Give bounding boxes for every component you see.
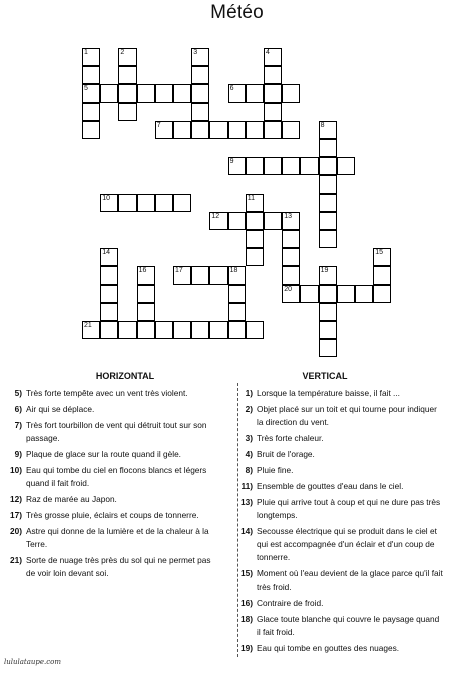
- clue-item: [233, 432, 453, 445]
- grid-cell[interactable]: [319, 121, 337, 139]
- grid-cell[interactable]: [264, 84, 282, 102]
- grid-cell[interactable]: [82, 321, 100, 339]
- grid-cell[interactable]: [137, 285, 155, 303]
- grid-cell[interactable]: [173, 321, 191, 339]
- grid-cell[interactable]: [137, 303, 155, 321]
- clue-number-label: 9: [229, 158, 234, 166]
- grid-cell[interactable]: [337, 285, 355, 303]
- grid-cell[interactable]: [246, 212, 264, 230]
- clue-item: [233, 525, 453, 565]
- clue-number-label: 10: [102, 194, 110, 202]
- clue-number-label: 20: [284, 285, 292, 293]
- grid-cell[interactable]: [155, 84, 173, 102]
- clue-item: [2, 387, 222, 400]
- clue-item: [2, 525, 222, 552]
- clue-text: Pluie fine.: [257, 464, 294, 475]
- clue-number: 3): [245, 433, 253, 444]
- grid-cell[interactable]: [300, 285, 318, 303]
- grid-cell[interactable]: [319, 285, 337, 303]
- clue-number-label: 21: [84, 322, 92, 329]
- grid-cell[interactable]: [137, 266, 155, 284]
- clue-number: 7): [14, 419, 22, 430]
- grid-cell[interactable]: [373, 285, 391, 303]
- clue-text: Air qui se déplace.: [26, 403, 95, 414]
- clue-text: la direction du vent.: [257, 417, 329, 428]
- clue-number-label: 17: [175, 267, 183, 275]
- clue-text: Lorsque la température baisse, il fait ...: [257, 388, 400, 398]
- clue-text: Très fort tourbillon de vent qui détruit tout sur son: [26, 419, 207, 430]
- grid-cell[interactable]: [264, 212, 282, 230]
- clue-number-label: 19: [320, 267, 329, 275]
- grid-cell[interactable]: [100, 84, 118, 102]
- footer-credit: lululataupe.com: [4, 658, 62, 666]
- grid-cell[interactable]: [209, 212, 227, 230]
- grid-cell[interactable]: [118, 66, 136, 84]
- grid-cell[interactable]: [173, 194, 191, 212]
- clue-text: Plaque de glace sur la route quand il gèle.: [26, 449, 181, 459]
- clue-number: 9): [14, 449, 22, 459]
- clue-text: Objet placé sur un toit et qui tourne pour indiquer: [257, 403, 437, 414]
- grid-cell[interactable]: [264, 103, 282, 121]
- horizontal-heading: HORIZONTAL: [95, 371, 155, 381]
- grid-cell[interactable]: [173, 266, 191, 284]
- clue-number: 4): [245, 449, 253, 459]
- clue-number-label: 18: [229, 267, 238, 275]
- clue-text: Ensemble de gouttes d'eau dans le ciel.: [257, 480, 404, 491]
- grid-cell[interactable]: [228, 285, 246, 303]
- grid-cell[interactable]: [246, 248, 264, 266]
- clue-number: 10): [10, 464, 22, 475]
- grid-cell[interactable]: [191, 121, 209, 139]
- clue-text: qui est accompagnée d'un éclair et d'un coup de: [257, 539, 435, 550]
- grid-cell[interactable]: [264, 48, 282, 66]
- grid-cell[interactable]: [264, 157, 282, 175]
- grid-cell[interactable]: [319, 303, 337, 321]
- clue-number-label: 8: [320, 121, 325, 129]
- grid-cell[interactable]: [191, 48, 209, 66]
- grid-cell[interactable]: [282, 84, 300, 102]
- grid-cell[interactable]: [82, 84, 100, 102]
- grid-cell[interactable]: [228, 266, 246, 284]
- grid-cell[interactable]: [118, 103, 136, 121]
- grid-cell[interactable]: [246, 230, 264, 248]
- clue-number-label: 11: [247, 194, 256, 202]
- vertical-heading: VERTICAL: [302, 371, 348, 381]
- grid-cell[interactable]: [82, 121, 100, 139]
- clue-text: Terre.: [26, 539, 48, 550]
- grid-cell[interactable]: [228, 321, 246, 339]
- grid-cell[interactable]: [155, 194, 173, 212]
- clue-item: [233, 464, 453, 477]
- grid-cell[interactable]: [319, 194, 337, 212]
- grid-cell[interactable]: [118, 321, 136, 339]
- grid-cell[interactable]: [100, 321, 118, 339]
- grid-cell[interactable]: [191, 321, 209, 339]
- grid-cell[interactable]: [228, 121, 246, 139]
- clue-text: Eau qui tombe du ciel en flocons blancs et légers: [26, 464, 207, 475]
- page-title: Météo: [210, 2, 264, 23]
- grid-cell[interactable]: [228, 157, 246, 175]
- clue-text: Très forte tempête avec un vent très violent.: [26, 388, 188, 398]
- grid-cell[interactable]: [82, 66, 100, 84]
- grid-cell[interactable]: [246, 157, 264, 175]
- clue-number: 21): [10, 555, 22, 566]
- clue-item: [233, 403, 453, 430]
- grid-cell[interactable]: [155, 321, 173, 339]
- grid-cell[interactable]: [282, 121, 300, 139]
- clue-number: 15): [241, 568, 253, 579]
- grid-cell[interactable]: [264, 121, 282, 139]
- grid-cell[interactable]: [82, 48, 100, 66]
- grid-cell[interactable]: [282, 212, 300, 230]
- clue-number-label: 2: [120, 49, 125, 56]
- grid-cell[interactable]: [282, 157, 300, 175]
- clue-text: tonnerre.: [257, 552, 291, 563]
- clue-number-label: 1: [84, 49, 88, 56]
- clue-number: 8): [245, 464, 253, 475]
- clue-number: 11): [241, 480, 253, 491]
- clue-item: [233, 642, 453, 655]
- clue-text: Moment où l'eau devient de la glace parce qu'il fait: [257, 568, 443, 579]
- grid-cell[interactable]: [100, 303, 118, 321]
- clue-text: Secousse électrique qui se produit dans le ciel et: [257, 525, 437, 536]
- grid-cell[interactable]: [173, 121, 191, 139]
- grid-cell[interactable]: [373, 248, 391, 266]
- clue-number-label: 7: [156, 121, 161, 129]
- clue-number-label: 15: [375, 249, 383, 257]
- clue-item: [2, 419, 222, 446]
- grid-cell[interactable]: [209, 121, 227, 139]
- clue-item: [233, 496, 453, 523]
- clue-text: passage.: [26, 433, 60, 444]
- clue-number: 6): [14, 403, 22, 414]
- grid-cell[interactable]: [319, 175, 337, 193]
- clue-number-label: 3: [193, 49, 198, 56]
- clue-number: 20): [10, 525, 22, 536]
- grid-cell[interactable]: [209, 266, 227, 284]
- grid-cell[interactable]: [100, 266, 118, 284]
- grid-cell[interactable]: [319, 230, 337, 248]
- grid-cell[interactable]: [191, 103, 209, 121]
- grid-cell[interactable]: [246, 194, 264, 212]
- grid-cell[interactable]: [282, 248, 300, 266]
- clue-item: [233, 480, 453, 493]
- grid-cell[interactable]: [282, 230, 300, 248]
- clue-text: très froid.: [257, 581, 292, 592]
- clue-item: [233, 448, 453, 461]
- grid-cell[interactable]: [264, 66, 282, 84]
- clue-number: 14): [241, 525, 253, 536]
- clue-number: 13): [241, 496, 253, 507]
- grid-cell[interactable]: [246, 121, 264, 139]
- grid-cell[interactable]: [118, 194, 136, 212]
- grid-cell[interactable]: [355, 285, 373, 303]
- grid-cell[interactable]: [118, 84, 136, 102]
- grid-cell[interactable]: [173, 84, 191, 102]
- grid-cell[interactable]: [228, 212, 246, 230]
- grid-cell[interactable]: [282, 266, 300, 284]
- grid-cell[interactable]: [191, 266, 209, 284]
- grid-cell[interactable]: [137, 84, 155, 102]
- clue-number-label: 4: [266, 49, 270, 56]
- grid-cell[interactable]: [228, 303, 246, 321]
- clue-item: [2, 448, 222, 461]
- clue-number: 17): [10, 510, 22, 520]
- grid-cell[interactable]: [319, 266, 337, 284]
- grid-cell[interactable]: [246, 321, 264, 339]
- clue-item: [2, 403, 222, 416]
- grid-cell[interactable]: [100, 285, 118, 303]
- clue-text: Astre qui donne de la lumière et de la chaleur à la: [26, 525, 209, 536]
- grid-cell[interactable]: [191, 84, 209, 102]
- clue-number: 18): [241, 613, 253, 624]
- grid-cell[interactable]: [319, 321, 337, 339]
- grid-cell[interactable]: [300, 157, 318, 175]
- clue-number: 12): [10, 494, 22, 505]
- clue-number-label: 16: [138, 267, 147, 275]
- grid-cell[interactable]: [137, 321, 155, 339]
- grid-cell[interactable]: [100, 248, 118, 266]
- grid-cell[interactable]: [82, 103, 100, 121]
- clue-item: [233, 597, 453, 610]
- clue-number-label: 5: [84, 85, 88, 93]
- clue-text: Bruit de l'orage.: [257, 449, 315, 459]
- grid-cell[interactable]: [191, 66, 209, 84]
- grid-cell[interactable]: [155, 121, 173, 139]
- clue-text: Glace toute blanche qui couvre le paysage quand: [257, 613, 440, 624]
- clue-text: Très forte chaleur.: [257, 433, 324, 444]
- grid-cell[interactable]: [282, 285, 300, 303]
- clue-item: [233, 387, 453, 400]
- clue-number: 19): [241, 642, 253, 653]
- clue-item: [2, 464, 222, 491]
- grid-cell[interactable]: [319, 139, 337, 157]
- grid-cell[interactable]: [246, 84, 264, 102]
- grid-cell[interactable]: [319, 212, 337, 230]
- clue-item: [2, 509, 222, 522]
- clue-number-label: 6: [229, 85, 234, 93]
- grid-cell[interactable]: [319, 339, 337, 357]
- clue-text: Eau qui tombe en gouttes des nuages.: [257, 642, 400, 653]
- clue-text: quand il fait froid.: [26, 478, 90, 489]
- grid-cell[interactable]: [100, 194, 118, 212]
- clue-text: Sorte de nuage très près du sol qui ne permet pas: [26, 555, 211, 566]
- grid-cell[interactable]: [137, 194, 155, 212]
- grid-cell[interactable]: [209, 321, 227, 339]
- clue-text: longtemps.: [257, 509, 298, 520]
- clue-text: il fait froid.: [257, 626, 295, 637]
- clue-item: [2, 493, 222, 506]
- clue-item: [233, 613, 453, 640]
- grid-cell[interactable]: [118, 48, 136, 66]
- clue-text: Pluie qui arrive tout à coup et qui ne dure pas très: [257, 496, 441, 507]
- clue-text: Contraire de froid.: [257, 597, 324, 608]
- clue-number-label: 14: [102, 249, 110, 257]
- clue-text: de voir loin devant soi.: [26, 568, 109, 579]
- clue-number: 16): [241, 597, 253, 608]
- grid-cell[interactable]: [228, 84, 246, 102]
- clue-number: 2): [245, 403, 253, 414]
- grid-cell[interactable]: [319, 157, 337, 175]
- clue-number: 5): [14, 388, 22, 398]
- clue-text: Très grosse pluie, éclairs et coups de tonnerre.: [26, 510, 199, 520]
- clue-number-label: 13: [284, 212, 292, 220]
- clue-item: [233, 567, 453, 594]
- grid-cell[interactable]: [337, 157, 355, 175]
- clue-text: Raz de marée au Japon.: [26, 494, 117, 505]
- clue-item: [2, 554, 222, 581]
- clue-number: 1): [245, 388, 253, 398]
- grid-cell[interactable]: [373, 266, 391, 284]
- clue-number-label: 12: [211, 212, 220, 220]
